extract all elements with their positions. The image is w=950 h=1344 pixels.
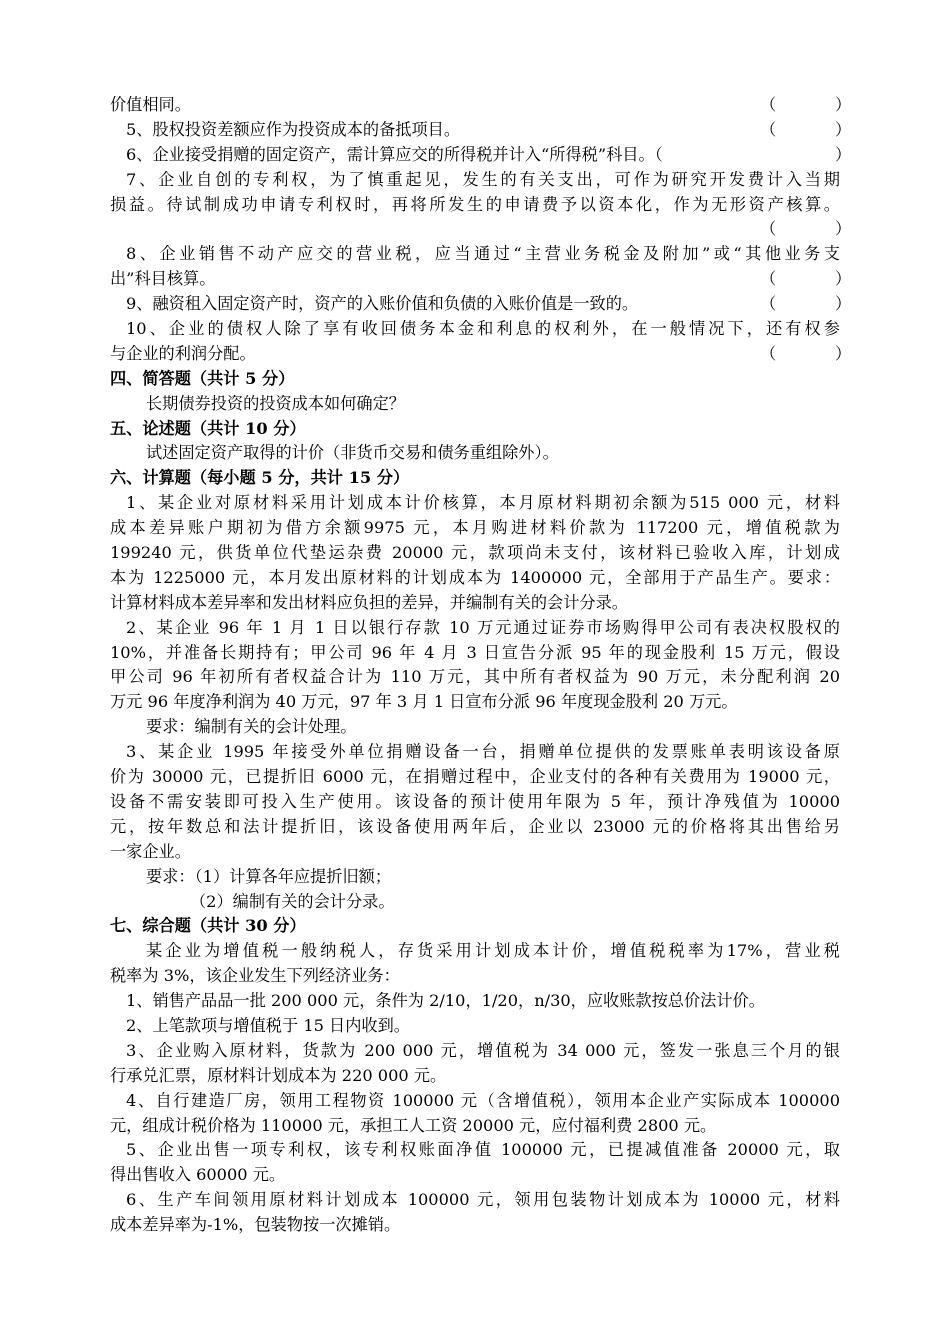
section-5-question: 试述固定资产取得的计价（非货币交易和债务重组除外）。 [146, 443, 559, 463]
transaction-5-line: 5、企业出售一项专利权，该专利权账面净值 100000 元，已提减值准备 20000 元，取 [126, 1140, 840, 1160]
transaction-3-line: 行承兑汇票，原材料计划成本为 220 000 元。 [110, 1065, 447, 1085]
section-4-question: 长期债券投资的投资成本如何确定？ [146, 393, 405, 413]
answer-bracket-close: ） [835, 144, 852, 164]
section-5-heading: 五、论述题（共计 10 分） [110, 418, 306, 438]
calc-3-line: 一家企业。 [110, 841, 191, 861]
answer-bracket-close: ） [835, 294, 852, 314]
transaction-1: 1、销售产品品一批 200 000 元，条件为 2/10，1/20，n/30，应收账款按总价法计价。 [126, 991, 765, 1011]
calc-2-requirement: 要求：编制有关的会计处理。 [146, 717, 357, 737]
answer-bracket-open: （ [760, 343, 777, 363]
calc-1-line: 本为 1225000 元，本月发出原材料的计划成本为 1400000 元，全部用于产品生产。要求： [110, 567, 840, 587]
answer-bracket-open: （ [760, 95, 777, 114]
section-4-heading: 四、简答题（共计 5 分） [110, 368, 295, 388]
transaction-6-line: 6、生产车间领用原材料计划成本 100000 元，领用包装物计划成本为 10000 元，材料 [126, 1190, 840, 1210]
tf-question-5 [110, 118, 852, 143]
comprehensive-intro-line: 税率为 3%，该企业发生下列经济业务： [110, 966, 400, 986]
calc-1-line: 计算材料成本差异率和发出材料应负担的差异，并编制有关的会计分录。 [110, 592, 628, 612]
tf-question-7-brackets [110, 217, 852, 242]
transaction-2: 2、上笔款项与增值税于 15 日内收到。 [126, 1015, 410, 1035]
transaction-6-line: 成本差异率为-1%，包装物按一次摊销。 [110, 1215, 401, 1235]
transaction-4-line: 4、自行建造厂房，领用工程物资 100000 元（含增值税），领用本企业产实际成本 100000 [126, 1090, 840, 1110]
question-text: 9、融资租入固定资产时，资产的入账价值和负债的入账价值是一致的。 [126, 294, 639, 314]
exam-page [110, 93, 852, 1238]
calc-3-requirement-2: （2）编制有关的会计分录。 [190, 891, 395, 911]
transaction-5-line: 得出售收入 60000 元。 [110, 1165, 286, 1185]
answer-bracket-close: ） [835, 95, 852, 114]
answer-bracket-open: （ [760, 269, 777, 289]
comprehensive-intro-line: 某企业为增值税一般纳税人，存货采用计划成本计价，增值税税率为17%，营业税 [146, 941, 840, 961]
section-6-heading: 六、计算题（每小题 5 分，共计 15 分） [110, 468, 410, 488]
calc-1-line: 成本差异账户期初为借方余额9975 元，本月购进材料价款为 117200 元，增值税款为 [110, 518, 840, 538]
tf-question-8-line1: 8、企业销售不动产应交的营业税，应当通过“主营业务税金及附加”或“其他业务支 [126, 244, 840, 264]
answer-bracket-close: ） [835, 219, 852, 239]
tf-question-8-line2 [110, 267, 852, 292]
transaction-3-line: 3、企业购入原材料，货款为 200 000 元，增值税为 34 000 元，签发一张息三个月的银 [126, 1040, 840, 1060]
question-text: 与企业的利润分配。 [110, 343, 256, 363]
calc-2-line: 万元 96 年度净利润为 40 万元，97 年 3 月 1 日宣布分派 96 年度现金股利 20 万元。 [110, 692, 738, 712]
calc-3-requirement-1: 要求：（1）计算各年应提折旧额； [146, 866, 392, 886]
tf-question-6 [110, 143, 852, 168]
tf-question-7-line1: 7、企业自创的专利权，为了慎重起见，发生的有关支出，可作为研究开发费计入当期 [126, 169, 840, 189]
question-text: 6、企业接受捐赠的固定资产，需计算应交的所得税并计入“所得税”科目。（ [126, 144, 663, 164]
section-7-heading: 七、综合题（共计 30 分） [110, 916, 306, 936]
calc-1-line: 199240 元，供货单位代垫运杂费 20000 元，款项尚未支付，该材料已验收入库，计划成 [110, 543, 840, 563]
answer-bracket-close: ） [835, 269, 852, 289]
tf-question-9 [110, 292, 852, 317]
calc-2-line: 甲公司 96 年初所有者权益合计为 110 万元，其中所有者权益为 90 万元，未分配利润 20 [110, 667, 840, 687]
answer-bracket-open: （ [760, 119, 777, 139]
calc-2-line: 10%，并准备长期持有；甲公司 96 年 4 月 3 日宣告分派 95 年的现金股利 15 万元，假设 [110, 642, 840, 662]
tf-question-4-cont [110, 93, 852, 118]
transaction-4-line: 元，组成计税价格为 110000 元，承担工人工资 20000 元，应付福利费 2800 元。 [110, 1115, 717, 1135]
calc-3-line: 价为 30000 元，已提折旧 6000 元，在捐赠过程中，企业支付的各种有关费用为 19000 元， [110, 767, 840, 787]
answer-bracket-close: ） [835, 343, 852, 363]
question-text: 价值相同。 [110, 95, 191, 114]
calc-2-line: 2、某企业 96 年 1 月 1 日以银行存款 10 万元通过证券市场购得甲公司有表决权股权的 [126, 617, 840, 637]
tf-question-10-line2 [110, 342, 852, 367]
calc-1-line: 1、某企业对原材料采用计划成本计价核算，本月原材料期初余额为515 000 元，材料 [126, 493, 840, 513]
calc-3-line: 3、某企业 1995 年接受外单位捐赠设备一台，捐赠单位提供的发票账单表明该设备原 [126, 742, 840, 762]
tf-question-10-line1: 10、企业的债权人除了享有收回债务本金和利息的权利外，在一般情况下，还有权参 [126, 319, 840, 339]
calc-3-line: 元，按年数总和法计提折旧，该设备使用两年后，企业以 23000 元的价格将其出售给另 [110, 816, 840, 836]
calc-3-line: 设备不需安装即可投入生产使用。该设备的预计使用年限为 5 年，预计净残值为 10000 [110, 791, 840, 811]
answer-bracket-open: （ [760, 294, 777, 314]
answer-bracket-open: （ [760, 219, 777, 239]
question-text: 5、股权投资差额应作为投资成本的备抵项目。 [126, 119, 461, 139]
tf-question-7-line2: 损益。待试制成功申请专利权时，再将所发生的申请费予以资本化，作为无形资产核算。 [110, 194, 840, 214]
answer-bracket-close: ） [835, 119, 852, 139]
question-text: 出”科目核算。 [110, 269, 216, 289]
